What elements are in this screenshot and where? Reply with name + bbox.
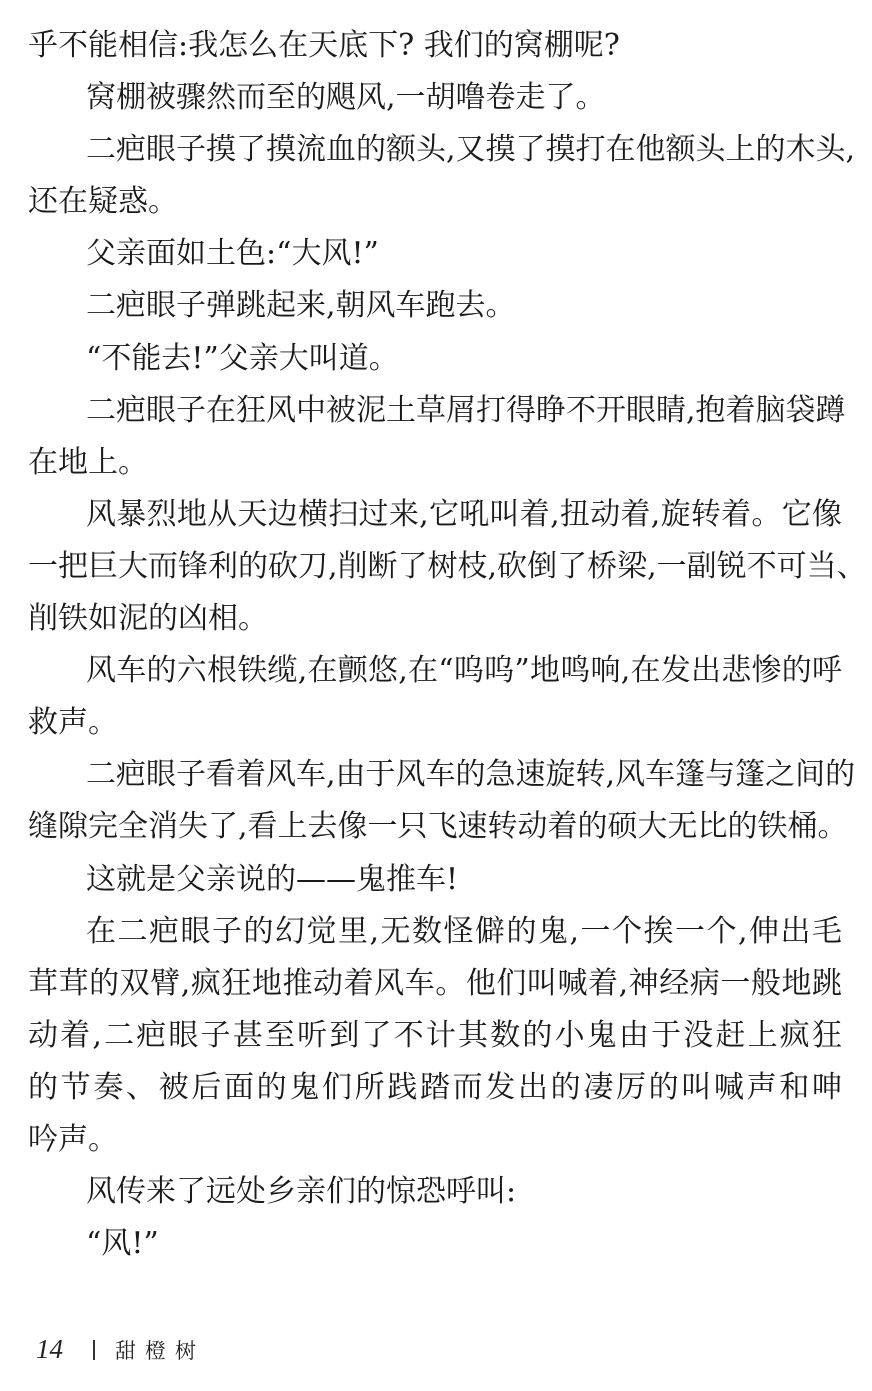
page-number: 14: [36, 1334, 63, 1364]
text-line: 风传来了远处乡亲们的惊恐呼叫:: [86, 1174, 517, 1210]
text-line: 二疤眼子弹跳起来,朝风车跑去。: [86, 288, 516, 324]
text-line: 救声。: [28, 705, 118, 741]
text-line: 这就是父亲说的——鬼推车!: [86, 861, 459, 897]
text-line: 窝棚被骤然而至的飓风,一胡噜卷走了。: [86, 80, 606, 116]
text-line: 还在疑惑。: [28, 184, 178, 220]
text-line: 风暴烈地从天边横扫过来,它吼叫着,扭动着,旋转着。它像: [86, 496, 842, 532]
text-line: 风车的六根铁缆,在颤悠,在“呜呜”地鸣响,在发出悲惨的呼: [86, 653, 842, 689]
page-footer: [36, 1334, 205, 1365]
text-line: 二疤眼子看着风车,由于风车的急速旋转,风车篷与篷之间的: [86, 757, 856, 793]
footer-divider: [93, 1340, 95, 1360]
text-line: 削铁如泥的凶相。: [28, 601, 268, 637]
text-line: 动着,二疤眼子甚至听到了不计其数的小鬼由于没赶上疯狂: [28, 1017, 842, 1053]
text-line: 在地上。: [28, 444, 148, 480]
text-line: 吟声。: [28, 1121, 118, 1157]
text-line: “不能去!”父亲大叫道。: [86, 340, 399, 376]
text-line: 二疤眼子在狂风中被泥土草屑打得睁不开眼睛,抱着脑袋蹲: [86, 392, 846, 428]
book-title: 甜橙树: [115, 1338, 205, 1363]
body-text: [28, 24, 867, 1274]
text-line: 的节奏、被后面的鬼们所践踏而发出的凄厉的叫喊声和呻: [28, 1069, 842, 1105]
text-line: 二疤眼子摸了摸流血的额头,又摸了摸打在他额头上的木头,: [86, 132, 856, 168]
text-line: 一把巨大而锋利的砍刀,削断了树枝,砍倒了桥梁,一副锐不可当、: [28, 548, 867, 584]
text-line: 父亲面如土色:“大风!”: [86, 236, 379, 272]
text-line: 在二疤眼子的幻觉里,无数怪僻的鬼,一个挨一个,伸出毛: [86, 913, 842, 949]
text-line: 缝隙完全消失了,看上去像一只飞速转动着的硕大无比的铁桶。: [28, 809, 848, 845]
text-line: 乎不能相信:我怎么在天底下? 我们的窝棚呢?: [28, 28, 620, 63]
text-line: “风!”: [86, 1226, 159, 1262]
text-line: 茸茸的双臂,疯狂地推动着风车。他们叫喊着,神经病一般地跳: [28, 965, 842, 1001]
